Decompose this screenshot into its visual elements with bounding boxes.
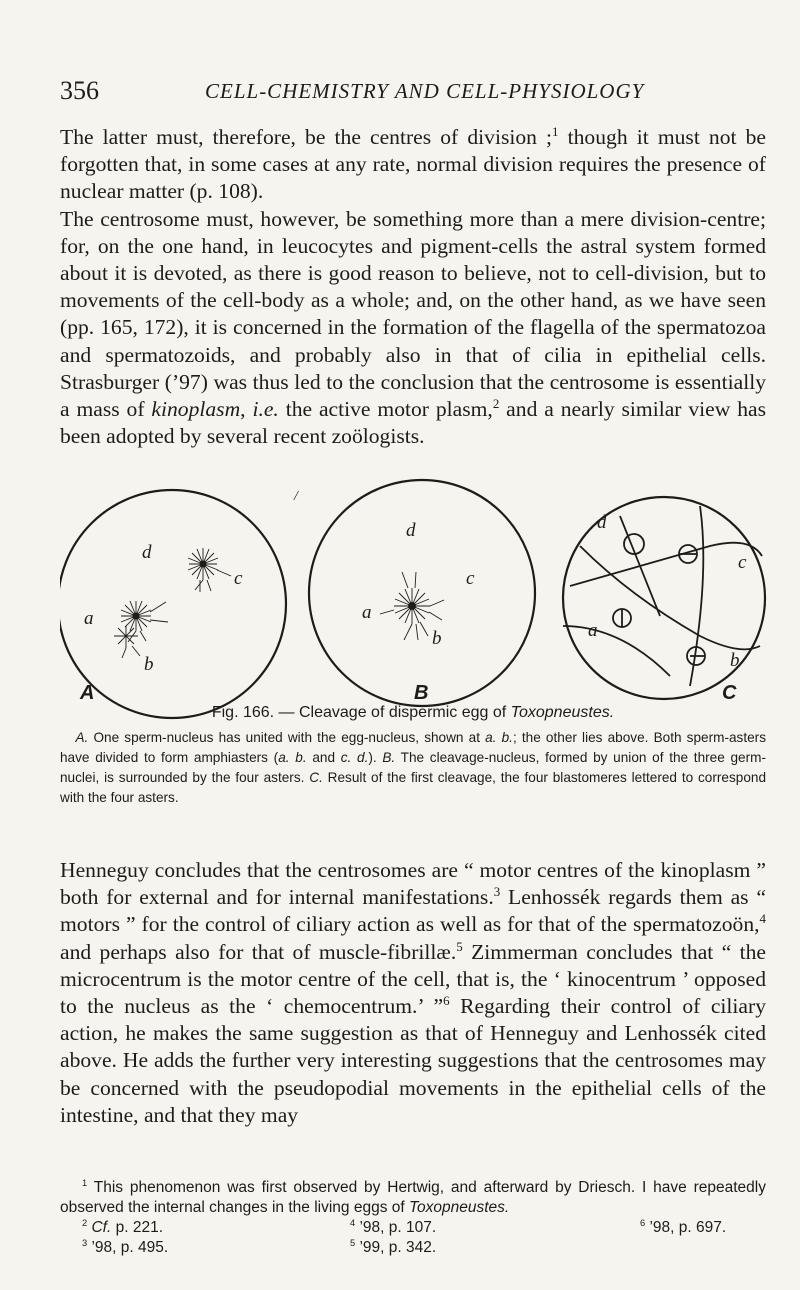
paragraph-1: The latter must, therefore, be the centres of division ;$^1$ though it must not be forgotten that, in some cases at any rate, normal division requires the presence of nuclear matter (p. 108). The centrosome must, however, be something more than a mere division-centre; for, on the one hand, in leucocytes and pigment-cells the astral system formed about it is devoted, as there is good reason to believe, not to cell-division, but to movements of the cell-body as a whole; and, on the other hand, as we have seen (pp. 165, 172), it is concerned in the formation of the flagella of the spermatozoa and spermatozoids, and probably also in that of cilia in epithelial cells. Strasburger (’97) was thus led to the conclusion that the centrosome is essentially a mass of kinoplasm, i.e. the active motor plasm,$^2$ and a nearly similar view has been adopted by several recent zoölogists. [60, 123, 766, 449]
footnotes [60, 1178, 766, 1258]
page-header [60, 76, 760, 106]
footnote-1: $^1$ This phenomenon was first observed by Hertwig, and afterward by Driesch. I have repeatedly observed the internal changes in the living eggs of Toxopneustes. [60, 1177, 766, 1216]
label-b-b: b [432, 628, 442, 649]
footnote-ref-6: 6 [443, 992, 450, 1008]
footnote-6: $^6$ ’98, p. 697. [640, 1217, 727, 1236]
label-c-d: d [597, 512, 607, 533]
footnote-row-1 [60, 1218, 766, 1238]
footnote-ref-5: 5 [456, 938, 463, 954]
label-a-c: c [234, 568, 243, 589]
figure-caption-title: Fig. 166. — Cleavage of dispermic egg of Toxopneustes. [211, 704, 615, 721]
page-number: 356 [60, 76, 99, 105]
footnote-row-2 [60, 1238, 766, 1258]
footnote-4: $^4$ ’98, p. 107. [350, 1217, 437, 1236]
label-a-b: b [144, 654, 154, 675]
asters-a [114, 548, 231, 658]
label-b-c: c [466, 568, 475, 589]
figure-caption-body: A. One sperm-nucleus has united with the egg-nucleus, shown at a. b.; the other lies above. Both sperm-asters have divided to form amphiasters (a. b. and c. d.). B. The cleavage-nucleus, formed by union of the three germ-nuclei, is surrounded by the four asters. C. Result of the first cleavage, the four blastomeres lettered to correspond with the four asters. [60, 730, 766, 805]
label-c-c: c [738, 552, 747, 573]
label-c-a: a [588, 620, 598, 641]
paragraph-2: Henneguy concludes that the centrosomes are “ motor centres of the kinoplasm ” both for external and for internal manifestations.$^3$ Lenhossék regards them as “ motors ” for the control of ciliary action as well as for that of the spermatozoön,$^4$ and perhaps also for that of muscle-fibrillæ.$^5$ Zimmerman concludes that “ the microcentrum is the motor centre of the cell, that is, the ‘ kinocentrum ’ opposed to the nucleus as the ‘ chemocentrum.’ ”$^6$ Regarding their control of ciliary action, he makes the same suggestion as that of Henneguy and Lenhossék cited above. He adds the further very interesting suggestions that the centrosomes may be concerned with the pseudopodial movements in the epithelial cells of the intestine, and that they may [60, 858, 766, 1127]
panel-letter-b: B [414, 682, 429, 704]
panel-letter-a: A [80, 682, 95, 704]
label-a-d: d [142, 542, 152, 563]
footnote-ref-4: 4 [759, 911, 766, 927]
footnote-2: $^2$ Cf. p. 221. [82, 1217, 164, 1236]
running-head: CELL-CHEMISTRY AND CELL-PHYSIOLOGY [205, 79, 645, 103]
label-b-a: a [362, 602, 372, 623]
egg-circle-b [309, 480, 535, 706]
label-c-b: b [730, 650, 740, 671]
label-a-a: a [84, 608, 94, 629]
footnote-3: $^3$ ’98, p. 495. [82, 1237, 169, 1256]
footnote-5: $^5$ ’99, p. 342. [350, 1237, 437, 1256]
footnote-ref-2: 2 [492, 395, 500, 411]
figure-top-mark: / [294, 489, 298, 504]
label-b-d: d [406, 520, 416, 541]
footnote-ref-1: 1 [552, 123, 559, 139]
panel-letter-c: C [722, 682, 737, 704]
footnote-ref-3: 3 [493, 884, 501, 900]
